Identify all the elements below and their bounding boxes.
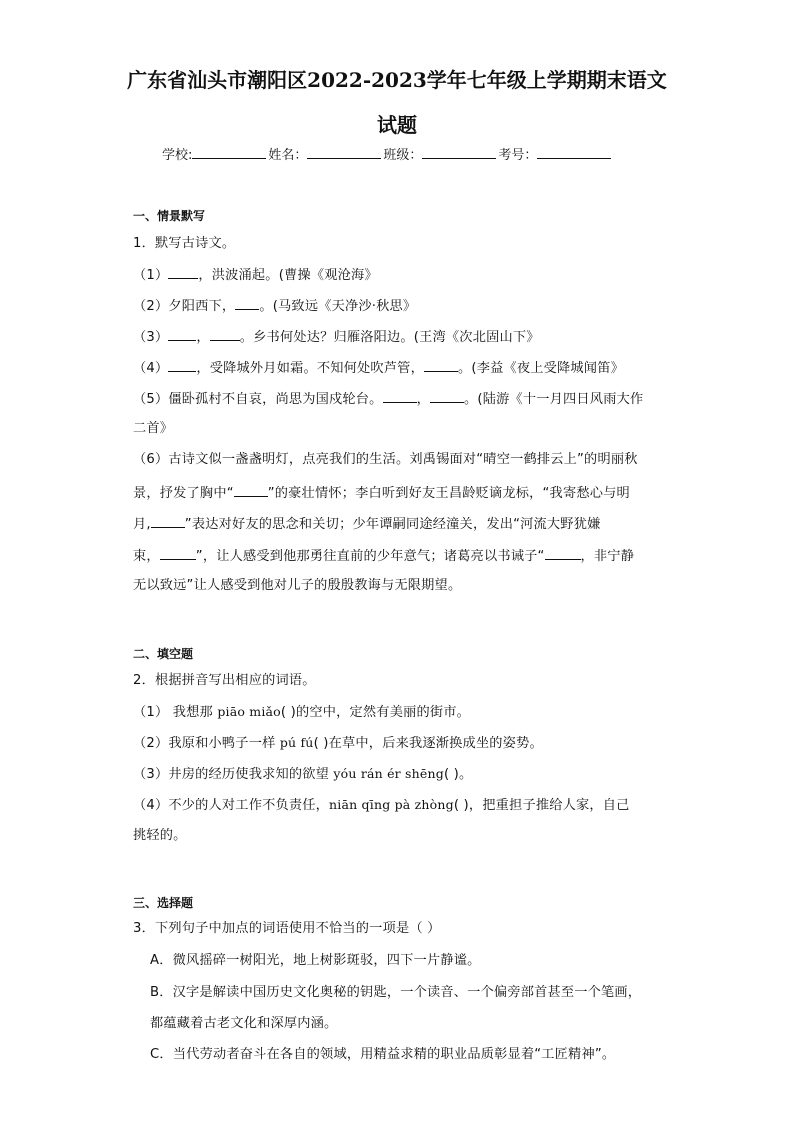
pinyin: pú fú <box>279 735 314 750</box>
answer-blank[interactable] <box>168 358 196 372</box>
student-info-line <box>162 146 613 165</box>
exam-title-line1: 广东省汕头市潮阳区2022-2023学年七年级上学期期末语文 <box>127 68 667 92</box>
answer-blank[interactable] <box>210 327 240 341</box>
name-blank[interactable] <box>307 146 381 159</box>
answer-blank[interactable] <box>545 546 581 560</box>
answer-blank[interactable] <box>383 389 417 403</box>
option-c[interactable]: C．当代劳动者奋斗在各自的领域，用精益求精的职业品质彰显着“工匠精神”。 <box>150 1047 616 1062</box>
school-label: 学校: <box>162 148 193 163</box>
option-b-line2[interactable]: 都蕴藏着古老文化和深厚内涵。 <box>150 1016 338 1031</box>
answer-blank[interactable] <box>424 358 458 372</box>
q1-item6-line1: （6）古诗文似一盏盏明灯，点亮我们的生活。刘禹锡面对“晴空一鹤排云上”的明丽秋 <box>133 452 638 467</box>
option-b-line1[interactable]: B．汉字是解读中国历史文化奥秘的钥匙，一个读音、一个偏旁部首甚至一个笔画， <box>150 985 642 1000</box>
section1-heading: 一、情景默写 <box>133 209 206 223</box>
q1-item5: （5）僵卧孤村不自哀，尚思为国戍轮台。 ， 。(陆游《十一月四日风雨大作 <box>133 389 673 409</box>
class-blank[interactable] <box>422 146 496 159</box>
q1-item5-cont: 二首》 <box>133 421 174 436</box>
number-blank[interactable] <box>537 146 611 159</box>
name-label: 姓名： <box>268 148 308 163</box>
section2-heading: 二、填空题 <box>133 647 194 661</box>
answer-blank[interactable] <box>160 546 196 560</box>
number-label: 考号： <box>498 148 538 163</box>
pinyin: niān qīng pà zhòng <box>329 797 454 812</box>
section3-heading: 三、选择题 <box>133 896 194 910</box>
answer-blank[interactable] <box>234 483 268 497</box>
q2-item3: （3）井房的经历使我求知的欲望 yóu rán ér shēng( )。 <box>133 766 473 782</box>
class-label: 班级： <box>383 148 423 163</box>
q1-item6-line4: 束， ”，让人感受到他那勇往直前的少年意气；诸葛亮以书诫子“ ，非宁静 <box>133 546 673 566</box>
pinyin: piāo miǎo <box>217 704 281 719</box>
q2-item1: （1） 我想那 piāo miǎo( )的空中，定然有美丽的街市。 <box>133 704 471 720</box>
q1-item6-line5: 无以致远”让人感受到他对儿子的殷殷教诲与无限期望。 <box>133 578 462 593</box>
school-blank[interactable] <box>192 146 266 159</box>
q1-item1: （1） ，洪波涌起。(曹操《观沧海》 <box>133 265 673 285</box>
q1-item3: （3） ， 。乡书何处达？归雁洛阳边。(王湾《次北固山下》 <box>133 327 673 347</box>
option-a[interactable]: A．微风摇碎一树阳光，地上树影斑驳，四下一片静谧。 <box>150 953 481 968</box>
q2-item2: （2）我原和小鸭子一样 pú fú( )在草中，后来我逐渐换成坐的姿势。 <box>133 735 543 751</box>
answer-blank[interactable] <box>168 265 198 279</box>
answer-blank[interactable] <box>430 389 464 403</box>
answer-blank[interactable] <box>168 327 196 341</box>
answer-blank[interactable] <box>151 514 185 528</box>
q2-item4: （4）不少的人对工作不负责任，niān qīng pà zhòng( )，把重担子推给人家，自己 <box>133 797 630 813</box>
pinyin: yóu rán ér shēng <box>333 766 444 781</box>
q2-item4-cont: 挑轻的。 <box>133 828 187 843</box>
q1-item6-line3: 月, ”表达对好友的思念和关切；少年谭嗣同途经潼关，发出“河流大野犹嫌 <box>133 514 673 534</box>
q1-item2: （2）夕阳西下， 。(马致远《天净沙·秋思》 <box>133 296 673 316</box>
question3-stem: 3．下列句子中加点的词语使用不恰当的一项是（ ） <box>133 921 441 936</box>
question1-stem: 1．默写古诗文。 <box>133 236 236 251</box>
question2-stem: 2．根据拼音写出相应的词语。 <box>133 673 316 688</box>
q1-item4: （4） ，受降城外月如霜。不知何处吹芦管， 。(李益《夜上受降城闻笛》 <box>133 358 673 378</box>
q1-item6-line2: 景，抒发了胸中“ ”的豪壮情怀；李白听到好友王昌龄贬谪龙标，“我寄愁心与明 <box>133 483 673 503</box>
exam-title-line2: 试题 <box>377 113 417 137</box>
answer-blank[interactable] <box>235 296 259 310</box>
